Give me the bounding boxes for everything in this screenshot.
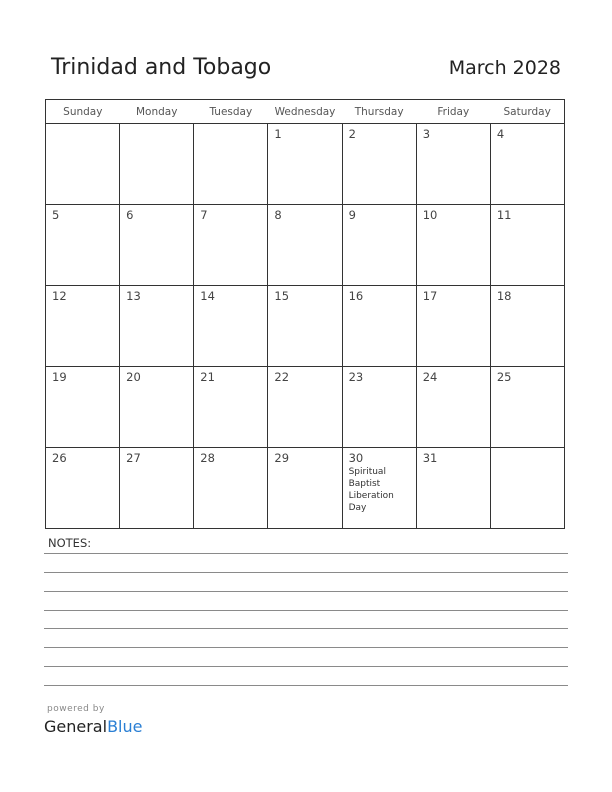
note-line xyxy=(44,610,568,611)
day-cell xyxy=(194,124,268,205)
note-line xyxy=(44,685,568,686)
calendar-month-title: March 2028 xyxy=(448,57,561,79)
day-cell xyxy=(342,124,416,205)
day-number: 25 xyxy=(496,370,512,384)
day-cell xyxy=(490,448,564,529)
day-cell xyxy=(194,367,268,448)
day-number: 8 xyxy=(274,208,282,222)
day-cell xyxy=(194,448,268,529)
weekday-header: Tuesday xyxy=(194,100,268,124)
weekday-header-row xyxy=(46,100,565,124)
day-cell xyxy=(342,367,416,448)
day-number: 13 xyxy=(126,289,141,303)
day-cell xyxy=(268,286,342,367)
day-number: 19 xyxy=(52,370,67,384)
day-number: 17 xyxy=(422,289,438,303)
day-cell xyxy=(120,286,194,367)
day-cell xyxy=(490,286,564,367)
week-row xyxy=(46,367,565,448)
day-number: 3 xyxy=(422,127,431,141)
day-number: 1 xyxy=(274,127,282,141)
note-line xyxy=(44,553,568,554)
powered-by-label: powered by xyxy=(47,704,105,714)
day-cell xyxy=(490,124,564,205)
brand-name-part2: Blue xyxy=(107,717,143,736)
note-line xyxy=(44,666,568,667)
brand-name-part1: General xyxy=(44,717,108,736)
day-number: 14 xyxy=(200,289,215,303)
day-number: 18 xyxy=(496,289,512,303)
weekday-header: Wednesday xyxy=(268,100,342,124)
day-cell xyxy=(120,205,194,286)
day-cell xyxy=(268,124,342,205)
day-number: 10 xyxy=(422,208,438,222)
week-row xyxy=(46,205,565,286)
day-number: 24 xyxy=(422,370,438,384)
day-cell xyxy=(490,205,564,286)
day-number: 29 xyxy=(274,451,290,465)
day-number: 11 xyxy=(496,208,512,222)
weekday-header: Sunday xyxy=(46,100,120,124)
week-row xyxy=(46,124,565,205)
weekday-header: Friday xyxy=(416,100,490,124)
day-number: 23 xyxy=(348,370,364,384)
day-number: 5 xyxy=(52,208,60,222)
day-cell xyxy=(194,205,268,286)
day-cell xyxy=(416,367,490,448)
day-number: 2 xyxy=(348,127,356,141)
week-row xyxy=(46,286,565,367)
note-line xyxy=(44,647,568,648)
day-cell xyxy=(120,367,194,448)
day-cell xyxy=(268,448,342,529)
note-line xyxy=(44,628,568,629)
day-number: 31 xyxy=(422,451,438,465)
day-number: 30 xyxy=(348,451,364,465)
day-cell xyxy=(416,124,490,205)
day-cell xyxy=(46,448,120,529)
day-cell xyxy=(194,286,268,367)
day-cell xyxy=(120,124,194,205)
day-number: 26 xyxy=(52,451,67,465)
day-cell xyxy=(416,286,490,367)
day-number: 15 xyxy=(274,289,290,303)
day-cell xyxy=(342,286,416,367)
day-number: 9 xyxy=(348,208,356,222)
weekday-header: Thursday xyxy=(342,100,416,124)
brand-logo xyxy=(44,717,142,736)
day-cell xyxy=(416,205,490,286)
day-number: 20 xyxy=(126,370,141,384)
day-cell xyxy=(46,124,120,205)
day-cell xyxy=(268,367,342,448)
day-cell xyxy=(342,448,416,529)
day-cell xyxy=(416,448,490,529)
calendar-country-title: Trinidad and Tobago xyxy=(51,55,272,80)
day-cell xyxy=(268,205,342,286)
day-cell xyxy=(46,367,120,448)
day-number: 12 xyxy=(52,289,67,303)
day-number: 4 xyxy=(496,127,505,141)
day-cell xyxy=(46,286,120,367)
calendar-grid xyxy=(45,99,565,529)
note-line xyxy=(44,572,568,573)
day-number: 28 xyxy=(200,451,215,465)
holiday-label: Spiritual Baptist Liberation Day xyxy=(348,467,394,513)
day-number: 6 xyxy=(126,208,134,222)
day-number: 22 xyxy=(274,370,290,384)
note-line xyxy=(44,591,568,592)
day-cell xyxy=(490,367,564,448)
week-row xyxy=(46,448,565,529)
day-cell xyxy=(46,205,120,286)
day-cell xyxy=(342,205,416,286)
weekday-header: Monday xyxy=(120,100,194,124)
day-number: 27 xyxy=(126,451,141,465)
day-number: 7 xyxy=(200,208,208,222)
weekday-header: Saturday xyxy=(490,100,564,124)
notes-label: NOTES: xyxy=(48,536,92,550)
day-cell xyxy=(120,448,194,529)
day-number: 21 xyxy=(200,370,215,384)
day-number: 16 xyxy=(348,289,364,303)
